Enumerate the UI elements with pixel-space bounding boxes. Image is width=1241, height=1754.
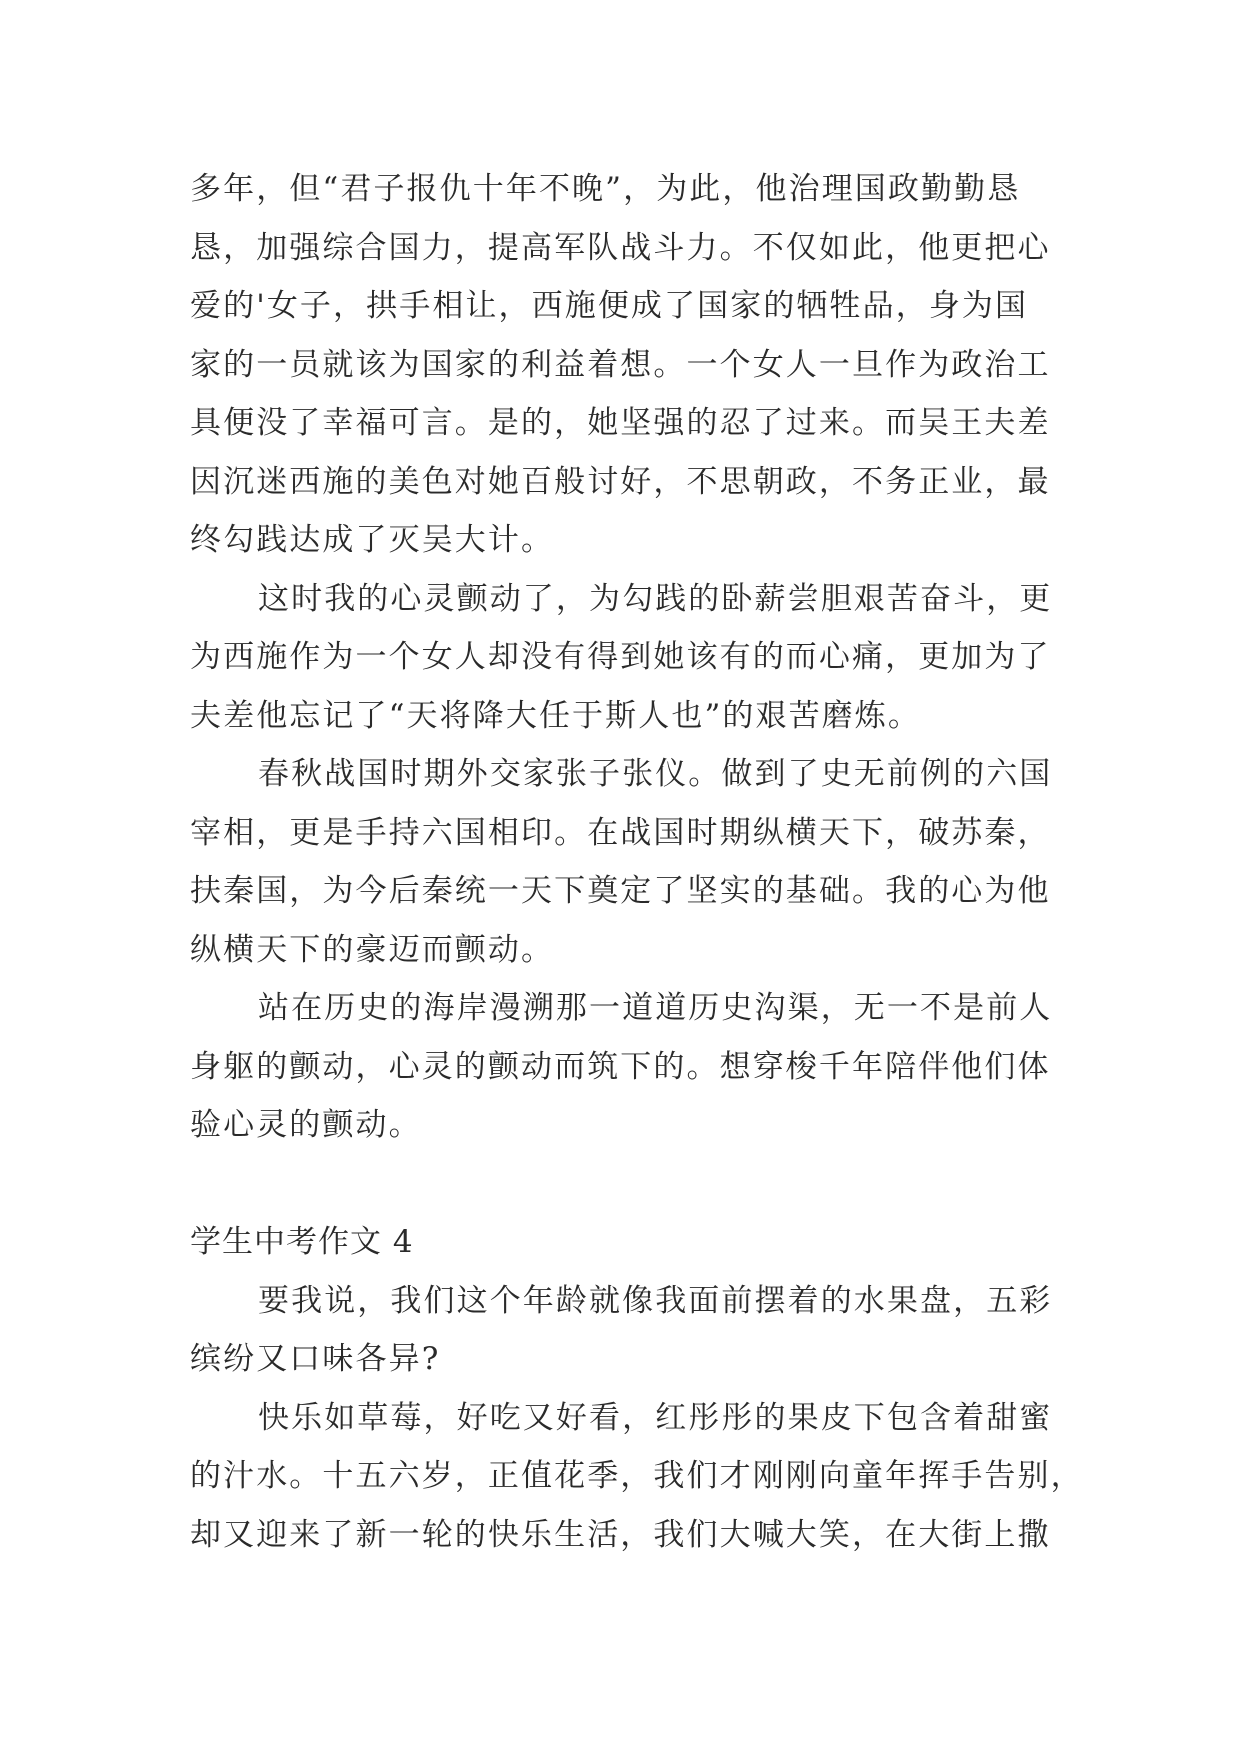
paragraph-gap xyxy=(190,1155,1060,1214)
paragraph-heart-trembled xyxy=(190,570,1060,746)
paragraph-strawberry xyxy=(190,1389,1084,1565)
text-line: 因沉迷西施的美色对她百般讨好，不思朝政，不务正业，最 xyxy=(190,463,1051,500)
text-line: 家的一员就该为国家的利益着想。一个女人一旦作为政治工 xyxy=(190,346,1051,383)
paragraph-continuation xyxy=(190,160,1060,570)
text-line: 为西施作为一个女人却没有得到她该有的而心痛，更加为了 xyxy=(190,639,1051,675)
text-line: 这时我的心灵颤动了，为勾践的卧薪尝胆艰苦奋斗，更 xyxy=(258,580,1053,617)
text-line: 要我说，我们这个年龄就像我面前摆着的水果盘，五彩 xyxy=(258,1282,1053,1319)
paragraph-zhang-yi xyxy=(190,745,1060,979)
document-body xyxy=(190,160,1084,1564)
text-line: 快乐如草莓，好吃又好看，红彤彤的果皮下包含着甜蜜 xyxy=(258,1399,1053,1436)
text-line: 缤纷又口味各异? xyxy=(190,1341,441,1377)
text-line: 终勾践达成了灭吴大计。 xyxy=(190,522,555,558)
section-heading: 学生中考作文 4 xyxy=(190,1224,414,1260)
paragraph-history-shore xyxy=(190,979,1060,1155)
text-line: 扶秦国，为今后秦统一天下奠定了坚实的基础。我的心为他 xyxy=(190,873,1051,909)
text-line: 纵横天下的豪迈而颤动。 xyxy=(190,931,555,968)
text-line: 验心灵的颤动。 xyxy=(190,1107,422,1143)
text-line: 多年，但“君子报仇十年不晚”，为此，他治理国政勤勤恳 xyxy=(190,171,1021,207)
text-line: 春秋战国时期外交家张子张仪。做到了史无前例的六国 xyxy=(258,756,1053,792)
paragraph-fruit-plate xyxy=(190,1272,1060,1389)
text-line: 夫差他忘记了“天将降大任于斯人也”的艰苦磨炼。 xyxy=(190,697,921,734)
text-line: 具便没了幸福可言。是的，她坚强的忍了过来。而吴王夫差 xyxy=(190,405,1051,441)
text-line: 爱的'女子，拱手相让，西施便成了国家的牺牲品，身为国 xyxy=(190,288,1029,324)
text-line: 的汁水。十五六岁，正值花季，我们才刚刚向童年挥手告别， xyxy=(190,1458,1084,1494)
text-line: 却又迎来了新一轮的快乐生活，我们大喊大笑，在大街上撒 xyxy=(190,1516,1051,1553)
text-line: 恳，加强综合国力，提高军队战斗力。不仅如此，他更把心 xyxy=(190,229,1051,266)
text-line: 站在历史的海岸漫溯那一道道历史沟渠，无一不是前人 xyxy=(258,990,1053,1026)
text-line: 身躯的颤动，心灵的颤动而筑下的。想穿梭千年陪伴他们体 xyxy=(190,1048,1051,1085)
text-line: 宰相，更是手持六国相印。在战国时期纵横天下，破苏秦， xyxy=(190,814,1051,851)
